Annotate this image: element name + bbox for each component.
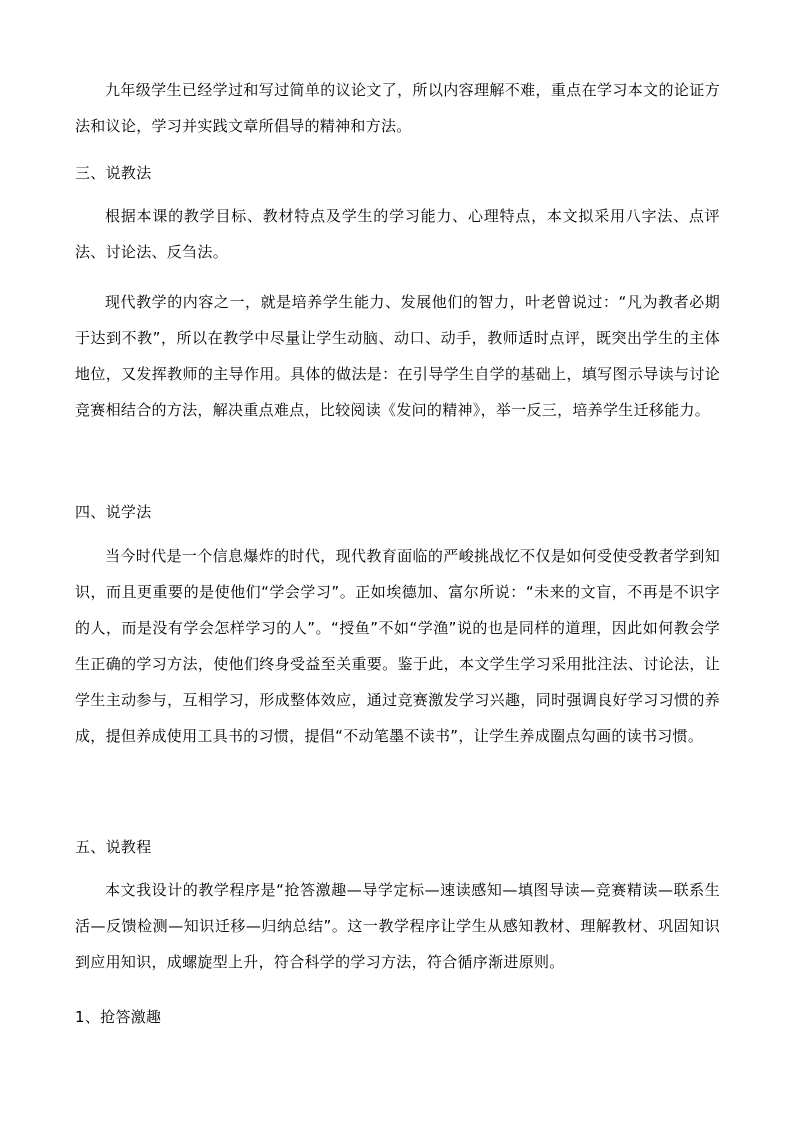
heading-teaching-methods: 三、说教法 [75, 164, 152, 182]
heading-step-1: 1、抢答激趣 [75, 1008, 162, 1026]
heading-teaching-process: 五、说教程 [75, 838, 152, 856]
paragraph-teaching-methods-intro: 根据本课的教学目标、教材特点及学生的学习能力、心理特点，本文拟采用八字法、点评法、讨论法、反刍法。 [75, 207, 720, 261]
paragraph-teaching-process: 本文我设计的教学程序是“抢答激趣—导学定标—速读感知—填图导读—竞赛精读—联系生活—反馈检测—知识迁移—归纳总结”。这一教学程序让学生从感知教材、理解教材、巩固知识到应用知识，成螺旋型上升，符合科学的学习方法，符合循序渐进原则。 [75, 881, 720, 971]
paragraph-learning-methods: 当今时代是一个信息爆炸的时代，现代教育面临的严峻挑战忆不仅是如何受使受教者学到知识，而且更重要的是使他们“学会学习”。正如埃德加、富尔所说：“未来的文盲，不再是不识字的人，而是没有学会怎样学习的人”。“授鱼”不如“学渔”说的也是同样的道理，因此如何教会学生正确的学习方法，使他们终身受益至关重要。鉴于此，本文学生学习采用批注法、讨论法，让学生主动参与，互相学习，形成整体效应，通过竞赛激发学习兴趣，同时强调良好学习习惯的养成，提但养成使用工具书的习惯，提倡“不动笔墨不读书”，让学生养成圈点勾画的读书习惯。 [75, 547, 720, 745]
heading-learning-methods: 四、说学法 [75, 503, 152, 521]
paragraph-students-background: 九年级学生已经学过和写过简单的议论文了，所以内容理解不难，重点在学习本文的论证方法和议论，学习并实践文章所倡导的精神和方法。 [75, 81, 720, 135]
paragraph-teaching-methods-detail: 现代教学的内容之一，就是培养学生能力、发展他们的智力，叶老曾说过：“凡为教者必期于达到不教”，所以在教学中尽量让学生动脑、动口、动手，教师适时点评，既突出学生的主体地位，又发挥教师的主导作用。具体的做法是：在引导学生自学的基础上，填写图示导读与讨论竞赛相结合的方法，解决重点难点，比较阅读《发问的精神》，举一反三，培养学生迁移能力。 [75, 293, 720, 419]
